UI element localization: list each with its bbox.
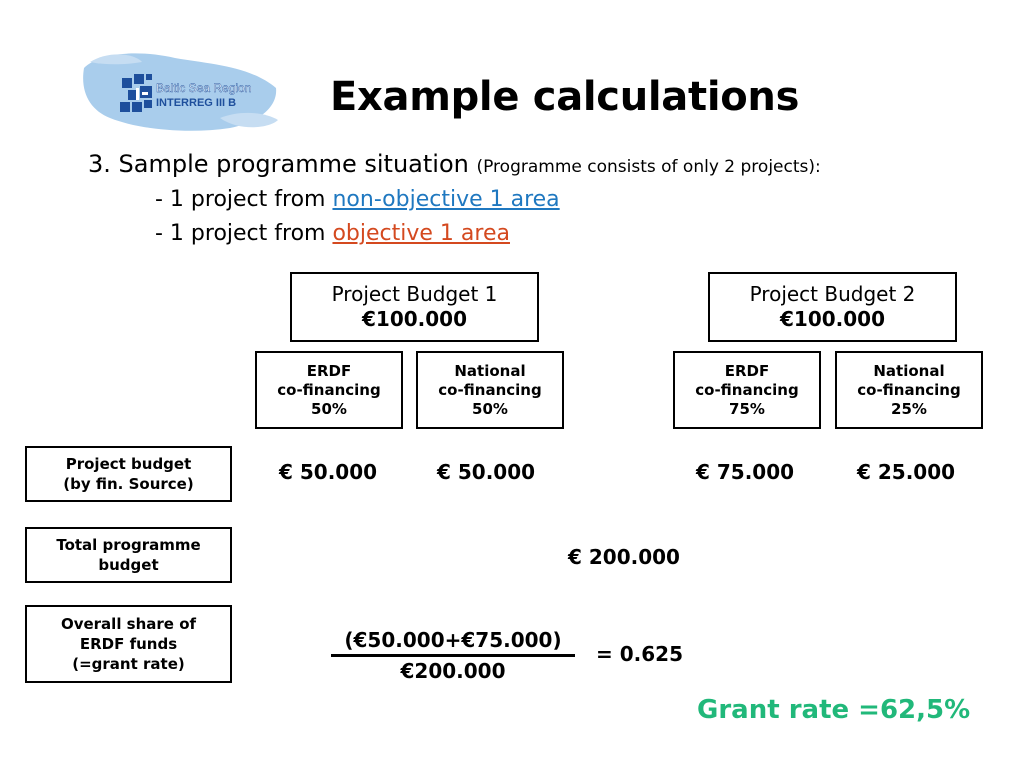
label-line: (=grant rate): [72, 655, 185, 673]
erdf-cofinancing-box-2: [673, 351, 821, 429]
grant-rate-text: Grant rate =62,5%: [697, 695, 971, 725]
erdf-value-1: € 50.000: [279, 460, 378, 484]
source-share: 50%: [311, 399, 347, 418]
project-budget-title: Project Budget 2: [749, 282, 916, 306]
source-share: 50%: [472, 399, 508, 418]
project-budget-2-box: [708, 272, 957, 342]
bullet-objective: [155, 221, 510, 246]
project-budget-1-box: [290, 272, 539, 342]
bullet-prefix: - 1 project from: [155, 221, 333, 246]
label-line: (by fin. Source): [63, 475, 194, 493]
fraction-denominator: €200.000: [400, 659, 506, 683]
source-name: National: [454, 361, 526, 380]
source-name: National: [873, 361, 945, 380]
project-budget-amount: €100.000: [361, 307, 467, 331]
page-title: Example calculations: [330, 74, 800, 120]
source-name: ERDF: [306, 361, 352, 380]
project-budget-title: Project Budget 1: [331, 282, 498, 306]
bullet-non-objective: [155, 187, 560, 212]
source-type: co-financing: [857, 380, 961, 399]
source-share: 25%: [891, 399, 927, 418]
logo-graphic: [80, 48, 280, 134]
erdf-cofinancing-box-1: [255, 351, 403, 429]
overall-share-label: [25, 605, 232, 683]
source-type: co-financing: [695, 380, 799, 399]
non-objective-link[interactable]: non-objective 1 area: [332, 187, 560, 212]
national-value-2: € 25.000: [857, 460, 956, 484]
intro-heading: [88, 150, 821, 178]
grant-rate-fraction: [325, 626, 581, 685]
logo-line2: INTERREG III B: [156, 97, 237, 109]
logo-line1: Baltic Sea Region: [156, 81, 252, 95]
fraction-numerator: (€50.000+€75.000): [344, 628, 562, 652]
label-line: budget: [98, 556, 159, 574]
intro-heading-text: 3. Sample programme situation: [88, 150, 477, 178]
fraction-result: = 0.625: [596, 642, 683, 666]
bullet-prefix: - 1 project from: [155, 187, 333, 212]
interreg-logo: [80, 48, 280, 134]
national-cofinancing-box-1: [416, 351, 564, 429]
label-line: Project budget: [65, 455, 192, 473]
source-name: ERDF: [724, 361, 770, 380]
national-value-1: € 50.000: [437, 460, 536, 484]
project-budget-label: [25, 446, 232, 502]
national-cofinancing-box-2: [835, 351, 983, 429]
source-type: co-financing: [277, 380, 381, 399]
objective-link[interactable]: objective 1 area: [332, 221, 510, 246]
intro-note: (Programme consists of only 2 projects):: [476, 157, 821, 177]
label-line: Total programme: [56, 536, 201, 554]
label-line: ERDF funds: [79, 635, 178, 653]
source-type: co-financing: [438, 380, 542, 399]
erdf-value-2: € 75.000: [696, 460, 795, 484]
project-budget-amount: €100.000: [779, 307, 885, 331]
source-share: 75%: [729, 399, 765, 418]
total-programme-budget-label: [25, 527, 232, 583]
total-programme-value: € 200.000: [568, 545, 680, 569]
label-line: Overall share of: [60, 615, 197, 633]
